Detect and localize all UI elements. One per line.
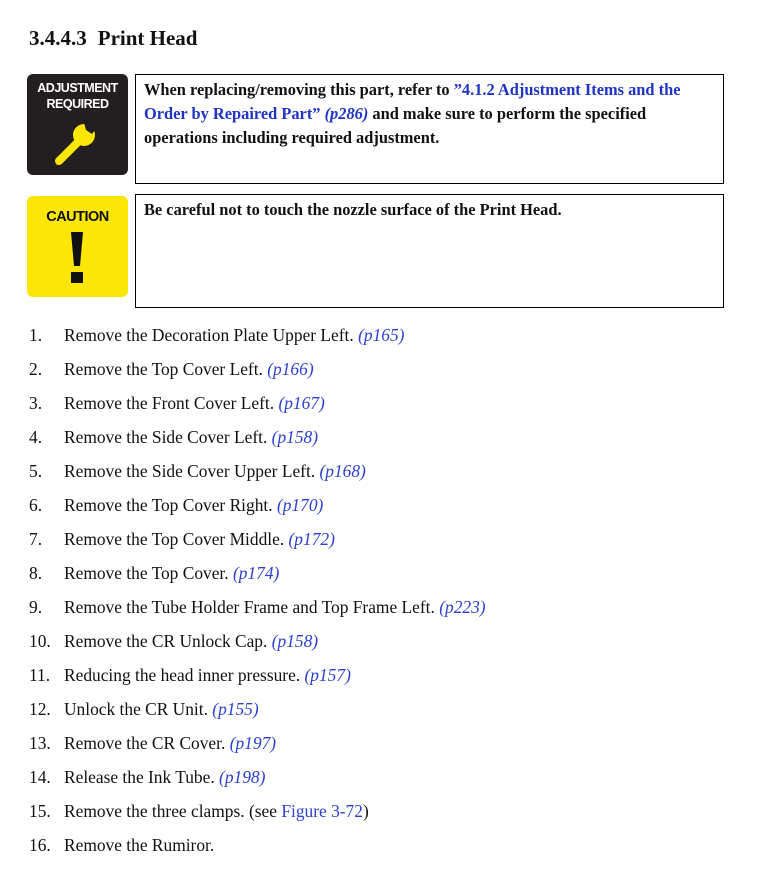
step-number: 5. — [29, 461, 43, 481]
step-number: 15. — [29, 801, 51, 821]
procedure-step — [29, 726, 486, 760]
step-text: Remove the Rumiror. — [64, 835, 215, 855]
step-text: Remove the Top Cover Right. — [64, 495, 277, 515]
procedure-step — [29, 556, 486, 590]
step-page-link[interactable]: (p168) — [319, 461, 366, 481]
procedure-step — [29, 760, 486, 794]
procedure-step — [29, 522, 486, 556]
step-page-link[interactable]: (p170) — [276, 495, 324, 515]
step-number: 9. — [29, 597, 43, 617]
wrench-icon — [53, 121, 103, 165]
step-page-link[interactable]: (p167) — [278, 393, 325, 413]
caution-notice-text: Be careful not to touch the nozzle surface of the Print Head. — [135, 194, 724, 308]
adjustment-notice-text: When replacing/removing this part, refer to ”4.1.2 Adjustment Items and the Order by Repaired Part” (p286) and make sure to perform the specified operations including required adjustment. — [135, 74, 724, 184]
step-text: Remove the Top Cover Middle. — [64, 529, 289, 549]
procedure-step — [29, 590, 486, 624]
step-text: Remove the CR Cover. — [64, 733, 230, 753]
step-number: 12. — [29, 699, 51, 719]
procedure-step — [29, 794, 486, 828]
step-page-link[interactable]: (p158) — [271, 631, 319, 651]
step-text: Remove the Front Cover Left. — [64, 393, 279, 413]
section-heading — [29, 26, 198, 51]
step-number: 4. — [29, 427, 43, 447]
procedure-step — [29, 828, 486, 862]
step-number: 8. — [29, 563, 43, 583]
step-page-link[interactable]: (p155) — [212, 699, 259, 719]
step-number: 10. — [29, 631, 51, 651]
step-page-link[interactable]: (p174) — [232, 563, 280, 583]
step-text: Reducing the head inner pressure. — [64, 665, 305, 685]
figure-reference-link[interactable]: Figure 3-72 — [281, 801, 363, 821]
step-text: Remove the Tube Holder Frame and Top Frame Left. — [64, 597, 440, 617]
step-number: 6. — [29, 495, 43, 515]
procedure-step — [29, 386, 486, 420]
step-page-link[interactable]: (p198) — [219, 767, 266, 787]
step-text: Remove the Decoration Plate Upper Left. — [64, 325, 359, 345]
exclamation-icon — [65, 232, 89, 284]
step-number: 11. — [29, 665, 51, 685]
adjustment-reference-link[interactable]: ”4.1.2 Adjustment Items and the Order by Repaired Part” (p286) — [144, 80, 681, 123]
procedure-steps — [29, 318, 486, 862]
adjustment-notice — [27, 74, 724, 184]
step-text: Remove the Top Cover Left. — [64, 359, 268, 379]
step-page-link[interactable]: (p166) — [267, 359, 314, 379]
procedure-step — [29, 454, 486, 488]
adjustment-required-badge — [27, 74, 128, 175]
procedure-step — [29, 488, 486, 522]
caution-badge — [27, 196, 128, 297]
step-number: 2. — [29, 359, 43, 379]
adjustment-badge-label: ADJUSTMENT REQUIRED — [37, 81, 118, 111]
step-text: Remove the three clamps. (see — [64, 801, 282, 821]
procedure-step — [29, 352, 486, 386]
procedure-step — [29, 692, 486, 726]
step-page-link[interactable]: (p158) — [271, 427, 319, 447]
step-text-suffix: ) — [362, 801, 369, 821]
procedure-step — [29, 624, 486, 658]
step-number: 14. — [29, 767, 51, 787]
step-page-link[interactable]: (p165) — [358, 325, 405, 345]
step-text: Remove the Side Cover Left. — [64, 427, 272, 447]
step-number: 1. — [29, 325, 43, 345]
section-title: Print Head — [97, 26, 198, 50]
step-text: Remove the Top Cover. — [64, 563, 233, 583]
step-number: 16. — [29, 835, 51, 855]
caution-notice — [27, 194, 724, 308]
step-page-link[interactable]: (p157) — [304, 665, 351, 685]
step-text: Unlock the CR Unit. — [64, 699, 213, 719]
step-number: 13. — [29, 733, 51, 753]
step-page-link[interactable]: (p223) — [439, 597, 486, 617]
step-page-link[interactable]: (p172) — [288, 529, 335, 549]
procedure-step — [29, 658, 486, 692]
step-text: Remove the CR Unlock Cap. — [64, 631, 272, 651]
procedure-step — [29, 420, 486, 454]
step-text: Release the Ink Tube. — [64, 767, 220, 787]
caution-badge-label: CAUTION — [46, 209, 109, 225]
step-text: Remove the Side Cover Upper Left. — [64, 461, 320, 481]
step-number: 3. — [29, 393, 43, 413]
procedure-step — [29, 318, 486, 352]
step-page-link[interactable]: (p197) — [229, 733, 277, 753]
section-number: 3.4.4.3 — [29, 26, 87, 50]
step-number: 7. — [29, 529, 43, 549]
